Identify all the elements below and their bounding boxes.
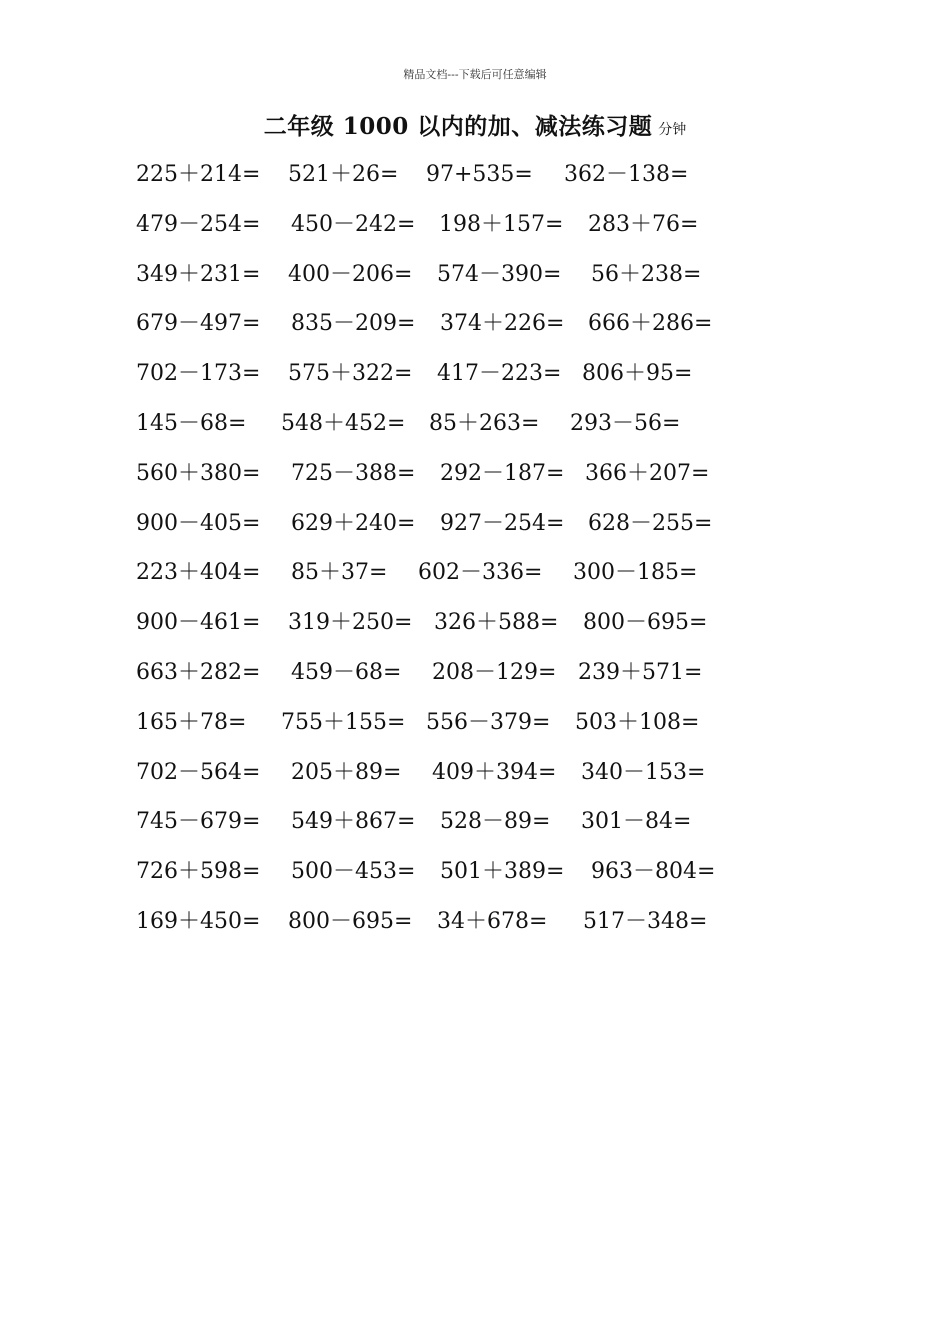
problem-item: 679－497= — [136, 311, 261, 337]
problem-item: 900－405= — [136, 510, 261, 536]
problem-item: 409＋394= — [432, 759, 557, 785]
problem-item: 663＋282= — [136, 660, 261, 685]
problem-item: 806＋95= — [582, 361, 693, 387]
problem-item: 755＋155= — [281, 709, 406, 735]
problem-item: 745－679= — [136, 809, 261, 835]
problem-item: 628－255= — [588, 510, 713, 536]
title-row — [0, 108, 950, 141]
problem-item: 602－336= — [418, 560, 543, 586]
problem-item: 349＋231= — [136, 261, 261, 287]
problem-item: 556－379= — [426, 709, 551, 735]
problem-item: 548＋452= — [281, 411, 406, 436]
minutes-label: 分钟 — [658, 122, 687, 138]
problem-item: 450－242= — [291, 211, 416, 237]
problem-item: 283＋76= — [588, 211, 699, 237]
problem-item: 208－129= — [432, 660, 557, 685]
problem-item: 225＋214= — [136, 162, 261, 187]
problem-item: 223＋404= — [136, 560, 261, 586]
problem-item: 34＋678= — [437, 909, 548, 934]
problem-item: 501＋389= — [440, 859, 565, 885]
problem-item: 835－209= — [291, 311, 416, 337]
problem-item: 549＋867= — [291, 809, 416, 835]
problem-item: 900－461= — [136, 610, 261, 636]
header-note: 精品文档---下载后可任意编辑 — [403, 68, 547, 81]
problem-item: 560＋380= — [136, 460, 261, 486]
problem-item: 479－254= — [136, 211, 261, 237]
problem-item: 666＋286= — [588, 311, 713, 337]
problem-item: 517－348= — [583, 909, 708, 934]
problem-item: 326＋588= — [434, 610, 559, 636]
problem-item: 459－68= — [291, 660, 402, 685]
problem-item: 145－68= — [136, 411, 247, 436]
problem-item: 56＋238= — [591, 261, 702, 287]
problem-item: 97+535= — [426, 162, 533, 187]
problem-item: 500－453= — [291, 859, 416, 885]
problem-item: 293－56= — [570, 411, 681, 436]
problem-item: 800－695= — [288, 909, 413, 934]
problem-item: 575＋322= — [288, 361, 413, 387]
problem-item: 374＋226= — [440, 311, 565, 337]
problem-item: 85＋263= — [429, 411, 540, 436]
problem-item: 85＋37= — [291, 560, 388, 586]
problem-item: 503＋108= — [575, 709, 700, 735]
problem-item: 300－185= — [573, 560, 698, 586]
problem-item: 292－187= — [440, 460, 565, 486]
problem-item: 528－89= — [440, 809, 551, 835]
problem-item: 362－138= — [564, 162, 689, 187]
problem-item: 574－390= — [437, 261, 562, 287]
problem-item: 702－173= — [136, 361, 261, 387]
problem-item: 629＋240= — [291, 510, 416, 536]
problem-item: 927－254= — [440, 510, 565, 536]
problem-item: 169＋450= — [136, 909, 261, 934]
problem-item: 198＋157= — [439, 211, 564, 237]
problem-item: 239＋571= — [578, 660, 703, 685]
problem-item: 963－804= — [591, 859, 716, 885]
problem-item: 725－388= — [291, 460, 416, 486]
problem-item: 301－84= — [581, 809, 692, 835]
problem-item: 319＋250= — [288, 610, 413, 636]
problem-item: 521＋26= — [288, 162, 399, 187]
problem-item: 800－695= — [583, 610, 708, 636]
problem-item: 366＋207= — [585, 460, 710, 486]
problem-item: 165＋78= — [136, 709, 247, 735]
problem-item: 417－223= — [437, 361, 562, 387]
problem-item: 702－564= — [136, 759, 261, 785]
problem-item: 400－206= — [288, 261, 413, 287]
problem-item: 205＋89= — [291, 759, 402, 785]
problem-item: 340－153= — [581, 759, 706, 785]
problem-item: 726＋598= — [136, 859, 261, 885]
page-title: 二年级 1000 以内的加、减法练习题 — [263, 113, 653, 140]
